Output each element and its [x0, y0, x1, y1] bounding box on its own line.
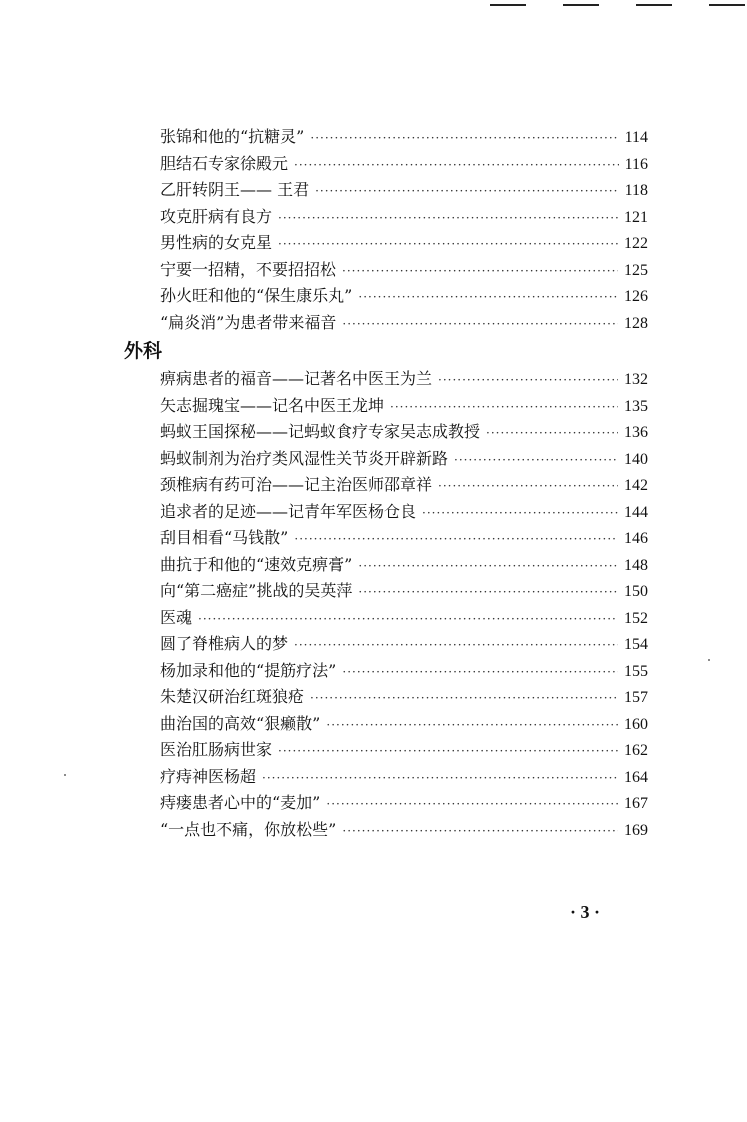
dot-leader: [342, 264, 618, 278]
dot-leader: [342, 824, 618, 838]
dot-leader: [198, 612, 618, 626]
dot-leader: [278, 211, 618, 225]
dot-leader: [310, 131, 618, 145]
dot-leader: [454, 453, 618, 467]
entry-page-number: 164: [624, 768, 648, 786]
dot-leader: [278, 237, 618, 251]
dot-leader: [294, 638, 618, 652]
dot-leader: [278, 744, 618, 758]
entry-title: 孙火旺和他的“保生康乐丸”: [160, 286, 353, 305]
dot-leader: [342, 665, 618, 679]
entry-page-number: 132: [624, 371, 648, 388]
entry-page-number: 146: [624, 530, 648, 547]
entry-title: 攻克肝病有良方: [160, 206, 273, 226]
entry-page-number: 118: [624, 182, 648, 199]
entry-page-number: 136: [624, 424, 648, 441]
toc-entry: [160, 366, 648, 393]
entry-title: 蚂蚁王国探秘——记蚂蚁食疗专家吴志成教授: [160, 422, 481, 441]
toc-entry: [160, 631, 648, 658]
dot-leader: [422, 506, 618, 520]
dot-leader: [326, 797, 618, 811]
entry-page-number: 150: [624, 583, 648, 600]
entry-page-number: 154: [624, 636, 648, 653]
entry-page-number: 144: [624, 503, 648, 521]
toc-entry: [160, 737, 648, 764]
dot-leader: [358, 559, 618, 573]
dot-leader: [294, 532, 618, 546]
dot-leader: [358, 585, 618, 599]
entry-title: 刮目相看“马钱散”: [160, 528, 289, 547]
entry-page-number: 116: [624, 155, 648, 173]
table-of-contents: [124, 124, 664, 843]
entry-title: “一点也不痛，你放松些”: [160, 819, 337, 839]
entry-title: 医魂: [160, 607, 193, 627]
toc-entry: [160, 790, 648, 817]
entry-page-number: 142: [624, 477, 648, 494]
entry-title: 医治肛肠病世家: [160, 740, 273, 759]
entry-page-number: 148: [624, 556, 648, 574]
entry-title: 胆结石专家徐殿元: [160, 153, 289, 173]
scan-speck: [64, 774, 66, 776]
scan-mark: [563, 4, 599, 6]
entry-page-number: 125: [624, 261, 648, 279]
entry-title: 圆了脊椎病人的梦: [160, 634, 289, 653]
toc-entry: [160, 605, 648, 632]
dot-leader: [315, 184, 619, 198]
scan-mark: [636, 4, 672, 6]
entry-title: 向“第二癌症”挑战的吴英萍: [160, 581, 353, 600]
entry-title: 颈椎病有药可治——记主治医师邵章祥: [160, 475, 433, 494]
entry-title: 宁要一招精，不要招招松: [160, 259, 337, 279]
entry-page-number: 128: [624, 314, 648, 332]
entry-page-number: 167: [624, 795, 648, 812]
entry-title: 追求者的足迹——记青年军医杨仓良: [160, 501, 417, 521]
entry-page-number: 122: [624, 235, 648, 252]
toc-entry: [160, 257, 648, 284]
toc-entry: [160, 393, 648, 420]
toc-entry: [160, 817, 648, 844]
entry-page-number: 160: [624, 715, 648, 733]
entry-page-number: 157: [624, 689, 648, 706]
toc-entry: [160, 310, 648, 337]
entry-title: 乙肝转阴王—— 王君: [160, 180, 310, 199]
entry-page-number: 140: [624, 450, 648, 468]
dot-leader: [486, 426, 618, 440]
dot-leader: [262, 771, 618, 785]
entry-page-number: 155: [624, 662, 648, 680]
toc-entry: [160, 177, 648, 204]
entry-title: 痹病患者的福音——记著名中医王为兰: [160, 369, 433, 388]
dot-leader: [438, 373, 618, 387]
entry-page-number: 152: [624, 609, 648, 627]
scan-mark: [490, 4, 526, 6]
dot-leader: [342, 317, 618, 331]
toc-entry: [160, 283, 648, 310]
entry-title: 张锦和他的“抗糖灵”: [160, 127, 305, 146]
toc-entry: [160, 525, 648, 552]
entry-page-number: 114: [624, 129, 648, 146]
toc-entry: [160, 472, 648, 499]
entry-page-number: 169: [624, 821, 648, 839]
entry-title: 疗痔神医杨超: [160, 766, 257, 786]
toc-entry: [160, 764, 648, 791]
entry-page-number: 121: [624, 208, 648, 226]
entry-title: “扁炎消”为患者带来福音: [160, 312, 337, 332]
page-number: · 3 ·: [570, 902, 601, 922]
toc-entry: [160, 552, 648, 579]
scan-mark: [709, 4, 745, 6]
dot-leader: [294, 158, 619, 172]
toc-entry: [160, 499, 648, 526]
dot-leader: [326, 718, 618, 732]
toc-entry: [160, 684, 648, 711]
toc-entry: [160, 419, 648, 446]
toc-entry: [160, 124, 648, 151]
entry-page-number: 162: [624, 742, 648, 759]
toc-entry: [160, 230, 648, 257]
toc-entry: [160, 711, 648, 738]
entry-title: 蚂蚁制剂为治疗类风湿性关节炎开辟新路: [160, 448, 449, 468]
entry-title: 朱楚汉研治红斑狼疮: [160, 687, 305, 706]
scan-speck: [708, 659, 710, 661]
entry-title: 杨加录和他的“提筋疗法”: [160, 660, 337, 680]
dot-leader: [438, 479, 618, 493]
toc-entry: [160, 446, 648, 473]
toc-entry: [160, 204, 648, 231]
dot-leader: [310, 691, 618, 705]
entry-title: 矢志掘瑰宝——记名中医王龙坤: [160, 395, 385, 415]
entry-title: 曲治国的高效“狠癞散”: [160, 713, 321, 733]
entry-title: 男性病的女克星: [160, 233, 273, 252]
entry-title: 痔瘘患者心中的“麦加”: [160, 793, 321, 812]
entry-page-number: 135: [624, 397, 648, 415]
section-heading: 外科: [124, 340, 163, 362]
toc-entry: [160, 151, 648, 178]
toc-entry: [160, 658, 648, 685]
dot-leader: [390, 400, 618, 414]
dot-leader: [358, 290, 618, 304]
toc-entry: [160, 578, 648, 605]
entry-title: 曲抗于和他的“速效克痹膏”: [160, 554, 353, 574]
entry-page-number: 126: [624, 288, 648, 305]
